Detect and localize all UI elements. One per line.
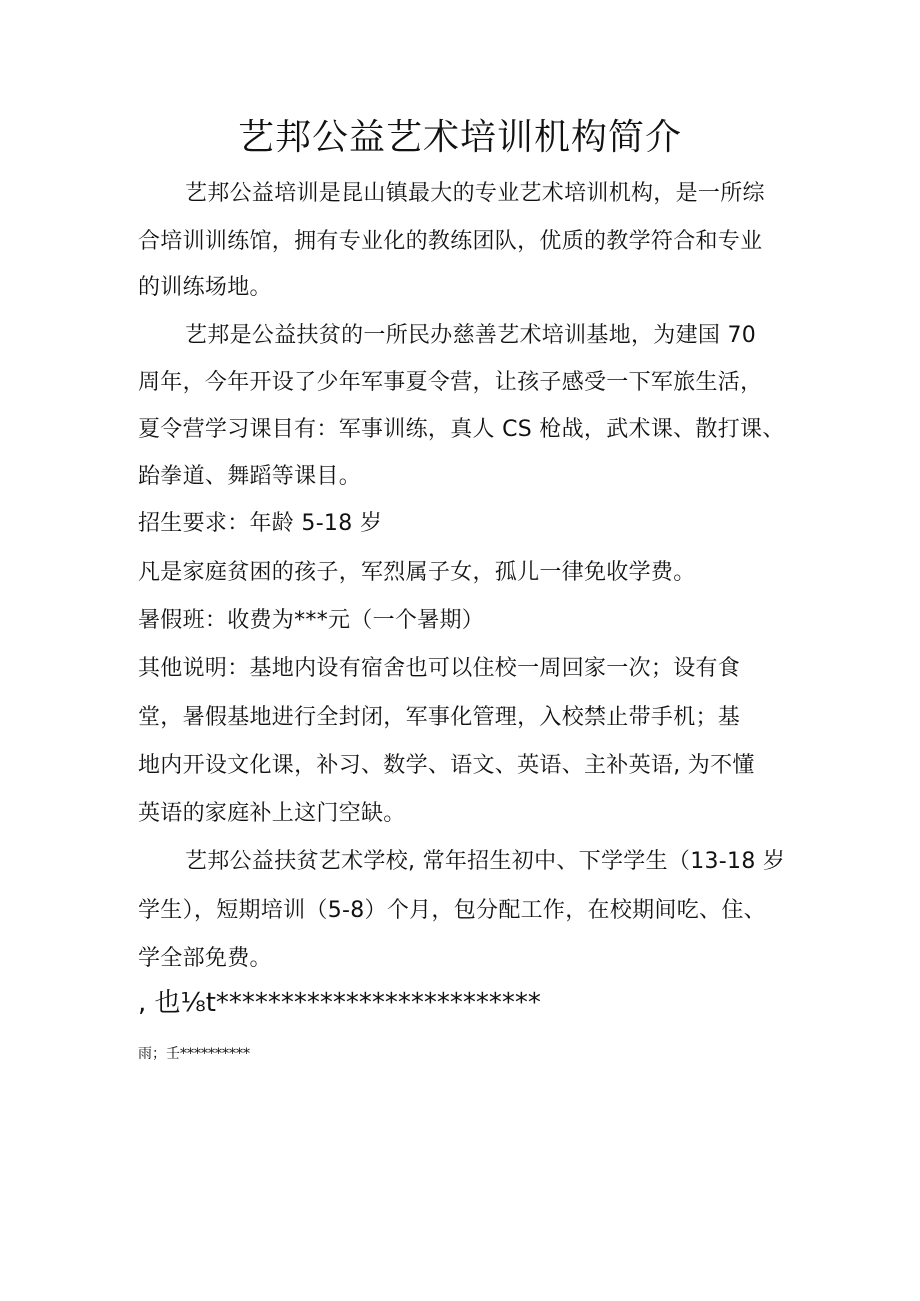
other-notes-line: 其他说明：基地内设有宿舍也可以住校一周回家一次；设有食 <box>138 656 741 681</box>
other-notes-line: 堂，暑假基地进行全封闭，军事化管理，入校禁止带手机；基 <box>138 705 741 730</box>
other-notes-line: 英语的家庭补上这门空缺。 <box>138 801 406 826</box>
document-title: 艺邦公益艺术培训机构简介 <box>237 117 682 158</box>
tuition-waiver-note: 凡是家庭贫困的孩子，军烈属子女，孤儿一律免收学费。 <box>138 560 696 585</box>
footer-line: 雨；壬********** <box>138 1046 250 1062</box>
paragraph-line: 学生），短期培训（5-8）个月，包分配工作，在校期间吃、住、 <box>138 898 766 923</box>
paragraph-line: 夏令营学习课目有：军事训练，真人 CS 枪战，武术课、散打课、 <box>138 417 785 442</box>
paragraph-line: 的训练场地。 <box>138 275 272 300</box>
contact-line: , 也⅛t************************* <box>138 988 541 1018</box>
paragraph-line: 跆拳道、舞蹈等课目。 <box>138 464 362 489</box>
enrollment-requirement: 招生要求：年龄 5-18 岁 <box>138 511 383 536</box>
paragraph-line: 艺邦公益培训是昆山镇最大的专业艺术培训机构，是一所综 <box>185 181 765 206</box>
summer-class-fee: 暑假班：收费为***元（一个暑期） <box>138 608 485 633</box>
paragraph-line: 学全部免费。 <box>138 946 272 971</box>
paragraph-line: 合培训训练馆，拥有专业化的教练团队，优质的教学符合和专业 <box>138 229 763 254</box>
paragraph-line: 周年，今年开设了少年军事夏令营，让孩子感受一下军旅生活， <box>138 370 763 395</box>
paragraph-line: 艺邦公益扶贫艺术学校, 常年招生初中、下学学生（13-18 岁 <box>185 849 786 874</box>
other-notes-line: 地内开设文化课，补习、数学、语文、英语、主补英语, 为不懂 <box>138 753 755 778</box>
paragraph-line: 艺邦是公益扶贫的一所民办慈善艺术培训基地，为建国 70 <box>185 323 757 348</box>
